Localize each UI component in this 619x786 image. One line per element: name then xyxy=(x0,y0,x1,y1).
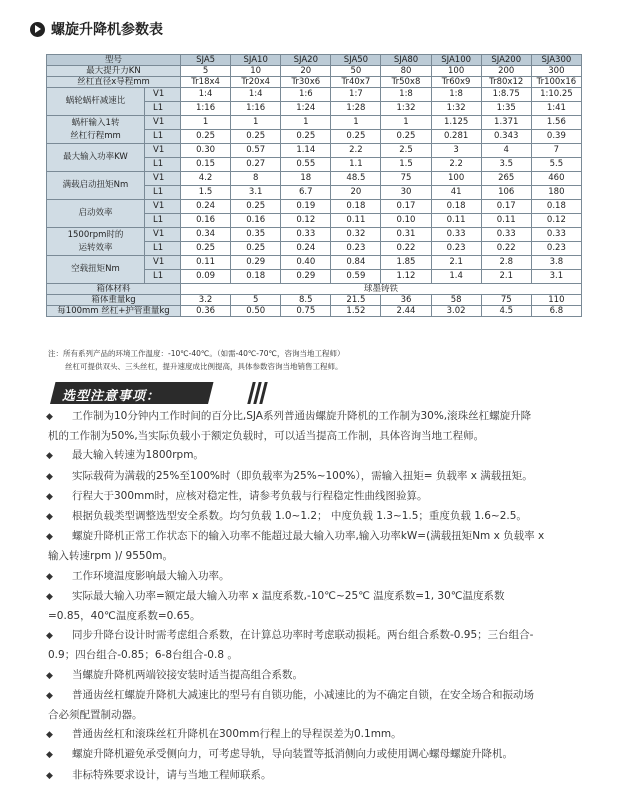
list-item-text: 机的工作制为50%,当实际负载小于额定负载时，可以适当提高工作制，具体咨询当地工程师。 xyxy=(48,430,485,443)
variant-label: V1 xyxy=(145,172,181,186)
list-item xyxy=(48,446,582,466)
table-cell: 0.84 xyxy=(331,256,381,270)
table-cell: 0.57 xyxy=(231,144,281,158)
table-cell: Tr20x4 xyxy=(231,77,281,88)
table-cell: 1 xyxy=(181,116,231,130)
row-label-line: 1500rpm时的 xyxy=(67,229,124,240)
table-cell: 4 xyxy=(481,144,531,158)
table-cell: 6.8 xyxy=(531,306,581,317)
material-row xyxy=(47,284,582,295)
table-cell: 1.371 xyxy=(481,116,531,130)
list-item xyxy=(48,467,582,487)
table-cell: 1.14 xyxy=(281,144,331,158)
diamond-bullet-icon: ◆ xyxy=(46,532,53,543)
table-cell: 0.343 xyxy=(481,130,531,144)
row-label-line: 运转效率 xyxy=(78,242,113,253)
table-notes xyxy=(48,347,344,373)
table-cell: 21.5 xyxy=(331,295,381,306)
table-cell: 30 xyxy=(381,186,431,200)
table-cell: 20 xyxy=(331,186,381,200)
table-cell: 0.25 xyxy=(181,130,231,144)
table-cell: 1.56 xyxy=(531,116,581,130)
table-cell: 41 xyxy=(431,186,481,200)
row-label: 丝杠直径x导程mm xyxy=(47,77,181,88)
table-cell: 1:16 xyxy=(231,102,281,116)
variant-label: V1 xyxy=(145,200,181,214)
list-item-text: 普通齿丝杠和滚珠丝杠升降机在300mm行程上的导程误差为0.1mm。 xyxy=(72,728,402,741)
variant-label: L1 xyxy=(145,130,181,144)
diamond-bullet-icon: ◆ xyxy=(46,730,53,741)
diamond-bullet-icon: ◆ xyxy=(46,571,53,582)
table-cell: 10 xyxy=(231,66,281,77)
table-cell: 2.8 xyxy=(481,256,531,270)
table-cell: 3.5 xyxy=(481,158,531,172)
table-cell: 2.44 xyxy=(381,306,431,317)
table-cell: 0.27 xyxy=(231,158,281,172)
list-item xyxy=(48,527,582,566)
table-cell: 2.1 xyxy=(431,256,481,270)
table-cell: 2.1 xyxy=(481,270,531,284)
table-cell: 20 xyxy=(281,66,331,77)
diamond-bullet-icon: ◆ xyxy=(46,412,53,422)
table-cell: 0.25 xyxy=(231,200,281,214)
table-cell: 4.5 xyxy=(481,306,531,317)
model-header-cell: SJA50 xyxy=(331,55,381,66)
variant-label: V1 xyxy=(145,88,181,102)
table-cell: 1 xyxy=(281,116,331,130)
model-header: 型号 xyxy=(47,55,181,66)
list-item-text: 螺旋升降机避免承受侧向力，可考虑导轨，导向装置等抵消侧向力或使用调心螺母螺旋升降机。 xyxy=(72,748,513,761)
row-label: 满载启动扭矩Nm xyxy=(47,172,145,200)
note-line: 丝杠可提供双头、三头丝杠，提升速度成比例提高，具体参数咨询当地销售工程师。 xyxy=(65,362,343,371)
table-cell: 1:32 xyxy=(381,102,431,116)
table-cell: Tr50x8 xyxy=(381,77,431,88)
table-cell: 100 xyxy=(431,172,481,186)
variant-label: L1 xyxy=(145,102,181,116)
diamond-bullet-icon: ◆ xyxy=(46,670,53,681)
table-cell: 0.34 xyxy=(181,228,231,242)
table-cell: 4.2 xyxy=(181,172,231,186)
table-cell: 1.4 xyxy=(431,270,481,284)
table-cell: 1:35 xyxy=(481,102,531,116)
table-cell: 0.18 xyxy=(331,200,381,214)
list-item xyxy=(48,626,582,665)
table-cell: 0.25 xyxy=(231,242,281,256)
table-cell: 0.40 xyxy=(281,256,331,270)
table-cell: 0.10 xyxy=(381,214,431,228)
page-title: 螺旋升降机参数表 xyxy=(51,22,163,38)
list-item-text: =0.85，40℃温度系数=0.65。 xyxy=(48,610,201,623)
diamond-bullet-icon: ◆ xyxy=(46,471,53,482)
table-cell: 0.30 xyxy=(181,144,231,158)
table-cell: 0.75 xyxy=(281,306,331,317)
table-cell: 1:4 xyxy=(231,88,281,102)
table-cell: 1:10.25 xyxy=(531,88,581,102)
variant-label: L1 xyxy=(145,186,181,200)
table-cell: 0.24 xyxy=(281,242,331,256)
table-cell: 0.23 xyxy=(331,242,381,256)
table-cell: 0.16 xyxy=(231,214,281,228)
table-cell: 1 xyxy=(381,116,431,130)
table-cell: 0.33 xyxy=(431,228,481,242)
table-cell: 0.39 xyxy=(531,130,581,144)
table-cell: 1:8 xyxy=(431,88,481,102)
table-cell: 0.25 xyxy=(281,130,331,144)
row-label xyxy=(47,228,145,256)
table-cell: 0.31 xyxy=(381,228,431,242)
stroke-row-v1 xyxy=(47,116,582,130)
table-cell: 0.15 xyxy=(181,158,231,172)
table-cell: 0.25 xyxy=(331,130,381,144)
table-cell: 58 xyxy=(431,295,481,306)
table-cell: 0.35 xyxy=(231,228,281,242)
table-cell: 3.1 xyxy=(231,186,281,200)
list-item xyxy=(48,567,582,587)
row-label-line: 丝杠行程mm xyxy=(70,130,121,141)
table-cell: 0.55 xyxy=(281,158,331,172)
table-cell: 1:16 xyxy=(181,102,231,116)
power-row-v1 xyxy=(47,144,582,158)
table-cell: 0.33 xyxy=(281,228,331,242)
table-cell: 0.59 xyxy=(331,270,381,284)
list-item xyxy=(48,745,582,765)
table-cell: 0.29 xyxy=(231,256,281,270)
table-cell: 0.16 xyxy=(181,214,231,228)
model-header-cell: SJA10 xyxy=(231,55,281,66)
diamond-bullet-icon: ◆ xyxy=(46,750,53,761)
table-cell: 0.33 xyxy=(481,228,531,242)
table-cell: Tr18x4 xyxy=(181,77,231,88)
table-cell: 0.11 xyxy=(431,214,481,228)
table-cell: 75 xyxy=(481,295,531,306)
table-cell: 0.25 xyxy=(231,130,281,144)
table-cell: 0.18 xyxy=(531,200,581,214)
table-cell: 36 xyxy=(381,295,431,306)
table-cell: 180 xyxy=(531,186,581,200)
table-cell: 2.2 xyxy=(431,158,481,172)
list-item-text: 0.9；四台组合-0.85；6-8台组合-0.8 。 xyxy=(48,649,238,662)
table-cell: 1:28 xyxy=(331,102,381,116)
table-cell: 1:24 xyxy=(281,102,331,116)
diamond-bullet-icon: ◆ xyxy=(46,512,53,523)
max-lift-row xyxy=(47,66,582,77)
table-cell: 0.33 xyxy=(531,228,581,242)
table-cell: 1:8 xyxy=(381,88,431,102)
table-cell: 0.18 xyxy=(431,200,481,214)
table-cell: 8.5 xyxy=(281,295,331,306)
weight-row xyxy=(47,295,582,306)
table-cell: 1 xyxy=(231,116,281,130)
table-cell: Tr40x7 xyxy=(331,77,381,88)
table-cell: 0.19 xyxy=(281,200,331,214)
row-label: 最大输入功率KW xyxy=(47,144,145,172)
table-cell: 18 xyxy=(281,172,331,186)
row-label-line: 蜗杆输入1转 xyxy=(71,117,120,128)
list-item-text: 根据负载类型调整选型安全系数。均匀负载 1.0~1.2； 中度负载 1.3~1.5；重度负载 1.6~2.5。 xyxy=(72,510,527,523)
table-cell: 1.12 xyxy=(381,270,431,284)
table-cell: 0.09 xyxy=(181,270,231,284)
diamond-bullet-icon: ◆ xyxy=(46,491,53,502)
table-cell: 1.85 xyxy=(381,256,431,270)
table-cell: 6.7 xyxy=(281,186,331,200)
note-line: 注：所有系列产品的环境工作温度：-10℃-40℃。（如需-40℃-70℃，咨询当地工程师） xyxy=(48,349,345,358)
list-item-text: 当螺旋升降机两端铰接安装时适当提高组合系数。 xyxy=(72,668,303,681)
table-cell: 0.22 xyxy=(381,242,431,256)
table-cell: 106 xyxy=(481,186,531,200)
diamond-bullet-icon: ◆ xyxy=(46,631,53,642)
variant-label: V1 xyxy=(145,228,181,242)
ratio-row-v1 xyxy=(47,88,582,102)
list-item-text: 输入转速rpm )/ 9550m。 xyxy=(48,550,173,563)
table-cell: Tr100x16 xyxy=(531,77,581,88)
selection-notes-list xyxy=(48,407,582,786)
table-cell: 0.17 xyxy=(481,200,531,214)
table-cell: 3.02 xyxy=(431,306,481,317)
table-cell: 1.5 xyxy=(381,158,431,172)
table-cell: 0.36 xyxy=(181,306,231,317)
material-value: 球墨铸铁 xyxy=(181,284,582,295)
screw-size-row xyxy=(47,77,582,88)
table-cell: Tr80x12 xyxy=(481,77,531,88)
table-cell: 0.23 xyxy=(531,242,581,256)
table-cell: 5 xyxy=(181,66,231,77)
table-cell: 0.12 xyxy=(281,214,331,228)
table-cell: 0.12 xyxy=(531,214,581,228)
variant-label: L1 xyxy=(145,214,181,228)
table-cell: 3.1 xyxy=(531,270,581,284)
table-cell: 0.50 xyxy=(231,306,281,317)
idle-torque-row-v1 xyxy=(47,256,582,270)
table-cell: 1.5 xyxy=(181,186,231,200)
list-item-text: 行程大于300mm时，应核对稳定性，请参考负载与行程稳定性曲线图验算。 xyxy=(72,489,428,502)
table-cell: 80 xyxy=(381,66,431,77)
model-header-cell: SJA80 xyxy=(381,55,431,66)
model-header-cell: SJA5 xyxy=(181,55,231,66)
table-cell: Tr60x9 xyxy=(431,77,481,88)
model-header-cell: SJA100 xyxy=(431,55,481,66)
table-cell: 110 xyxy=(531,295,581,306)
row-label xyxy=(47,116,145,144)
list-item-text: 工作制为10分钟内工作时间的百分比,SJA系列普通齿螺旋升降机的工作制为30%,滚珠丝杠螺旋升降 xyxy=(72,410,532,422)
table-cell: 8 xyxy=(231,172,281,186)
model-header-cell: SJA20 xyxy=(281,55,331,66)
play-circle-icon xyxy=(30,22,45,37)
table-cell: 265 xyxy=(481,172,531,186)
table-cell: 3.2 xyxy=(181,295,231,306)
table-cell: 2.2 xyxy=(331,144,381,158)
list-item xyxy=(48,666,582,686)
list-item xyxy=(48,507,582,527)
table-cell: 1 xyxy=(331,116,381,130)
table-cell: 5 xyxy=(231,295,281,306)
row-label: 箱体材料 xyxy=(47,284,181,295)
parameter-table xyxy=(46,54,582,317)
page-title-row xyxy=(30,19,163,39)
model-header-cell: SJA200 xyxy=(481,55,531,66)
table-cell: 0.29 xyxy=(281,270,331,284)
variant-label: V1 xyxy=(145,256,181,270)
table-cell: 2.5 xyxy=(381,144,431,158)
table-cell: 0.22 xyxy=(481,242,531,256)
table-cell: 48.5 xyxy=(331,172,381,186)
variant-label: L1 xyxy=(145,270,181,284)
row-label: 每100mm 丝杠+护管重量kg xyxy=(47,306,181,317)
list-item xyxy=(48,407,582,446)
table-cell: 1:7 xyxy=(331,88,381,102)
table-cell: 5.5 xyxy=(531,158,581,172)
list-item-text: 同步升降台设计时需考虑组合系数，在计算总功率时考虑联动损耗。两台组合系数-0.95；三台组合- xyxy=(72,629,534,642)
list-item xyxy=(48,686,582,725)
row-label: 蜗轮蜗杆减速比 xyxy=(47,88,145,116)
variant-label: L1 xyxy=(145,158,181,172)
list-item-text: 最大输入转速为1800rpm。 xyxy=(72,449,204,462)
diamond-bullet-icon: ◆ xyxy=(46,690,53,701)
variant-label: V1 xyxy=(145,144,181,158)
diamond-bullet-icon: ◆ xyxy=(46,451,53,462)
diamond-bullet-icon: ◆ xyxy=(46,770,53,781)
list-item-text: 普通齿丝杠螺旋升降机大减速比的型号有自锁功能，小减速比的为不确定自锁，在安全场合和振动场 xyxy=(72,688,534,701)
table-cell: 1.125 xyxy=(431,116,481,130)
table-cell: 1:32 xyxy=(431,102,481,116)
table-cell: 0.11 xyxy=(181,256,231,270)
row-label: 启动效率 xyxy=(47,200,145,228)
list-item-text: 实际最大输入功率=额定最大输入功率 x 温度系数,-10℃~25℃ 温度系数=1, 30℃温度系数 xyxy=(72,589,505,602)
table-cell: 7 xyxy=(531,144,581,158)
variant-label: V1 xyxy=(145,116,181,130)
model-header-cell: SJA300 xyxy=(531,55,581,66)
table-cell: 0.281 xyxy=(431,130,481,144)
table-cell: 1:8.75 xyxy=(481,88,531,102)
list-item xyxy=(48,725,582,745)
table-cell: 0.11 xyxy=(331,214,381,228)
list-item-text: 合必须配置制动器。 xyxy=(48,709,143,722)
table-cell: 300 xyxy=(531,66,581,77)
torque-row-v1 xyxy=(47,172,582,186)
table-cell: 0.17 xyxy=(381,200,431,214)
table-cell: 100 xyxy=(431,66,481,77)
table-cell: 200 xyxy=(481,66,531,77)
row-label: 空载扭矩Nm xyxy=(47,256,145,284)
row-label: 箱体重量kg xyxy=(47,295,181,306)
table-cell: 0.11 xyxy=(481,214,531,228)
list-item-text: 非标特殊要求设计，请与当地工程师联系。 xyxy=(72,768,272,781)
table-cell: 3 xyxy=(431,144,481,158)
start-efficiency-row-v1 xyxy=(47,200,582,214)
table-header-row xyxy=(47,55,582,66)
table-cell: 0.32 xyxy=(331,228,381,242)
list-item-text: 工作环境温度影响最大输入功率。 xyxy=(72,569,230,582)
table-cell: 0.23 xyxy=(431,242,481,256)
table-cell: 50 xyxy=(331,66,381,77)
table-cell: Tr30x6 xyxy=(281,77,331,88)
row-label: 最大提升力KN xyxy=(47,66,181,77)
weight-per-100mm-row xyxy=(47,306,582,317)
list-item-text: 实际载荷为满载的25%至100%时（即负载率为25%~100%），需输入扭矩= 负载率 x 满载扭矩。 xyxy=(72,469,533,482)
run-efficiency-row-v1 xyxy=(47,228,582,242)
section-title: 选型注意事项： xyxy=(62,389,161,404)
section-stripes-decoration xyxy=(250,382,265,404)
table-cell: 75 xyxy=(381,172,431,186)
table-cell: 1.1 xyxy=(331,158,381,172)
list-item xyxy=(48,587,582,626)
table-cell: 1.52 xyxy=(331,306,381,317)
table-cell: 0.24 xyxy=(181,200,231,214)
variant-label: L1 xyxy=(145,242,181,256)
list-item xyxy=(48,487,582,507)
table-cell: 0.25 xyxy=(381,130,431,144)
diamond-bullet-icon: ◆ xyxy=(46,591,53,602)
table-cell: 1:4 xyxy=(181,88,231,102)
table-cell: 460 xyxy=(531,172,581,186)
list-item-text: 螺旋升降机正常工作状态下的输入功率不能超过最大输入功率,输入功率kW=(满载扭矩Nm x 负载率 x xyxy=(72,530,545,543)
list-item xyxy=(48,766,582,786)
table-cell: 1:41 xyxy=(531,102,581,116)
table-cell: 3.8 xyxy=(531,256,581,270)
table-cell: 0.25 xyxy=(181,242,231,256)
table-cell: 1:6 xyxy=(281,88,331,102)
table-cell: 0.18 xyxy=(231,270,281,284)
